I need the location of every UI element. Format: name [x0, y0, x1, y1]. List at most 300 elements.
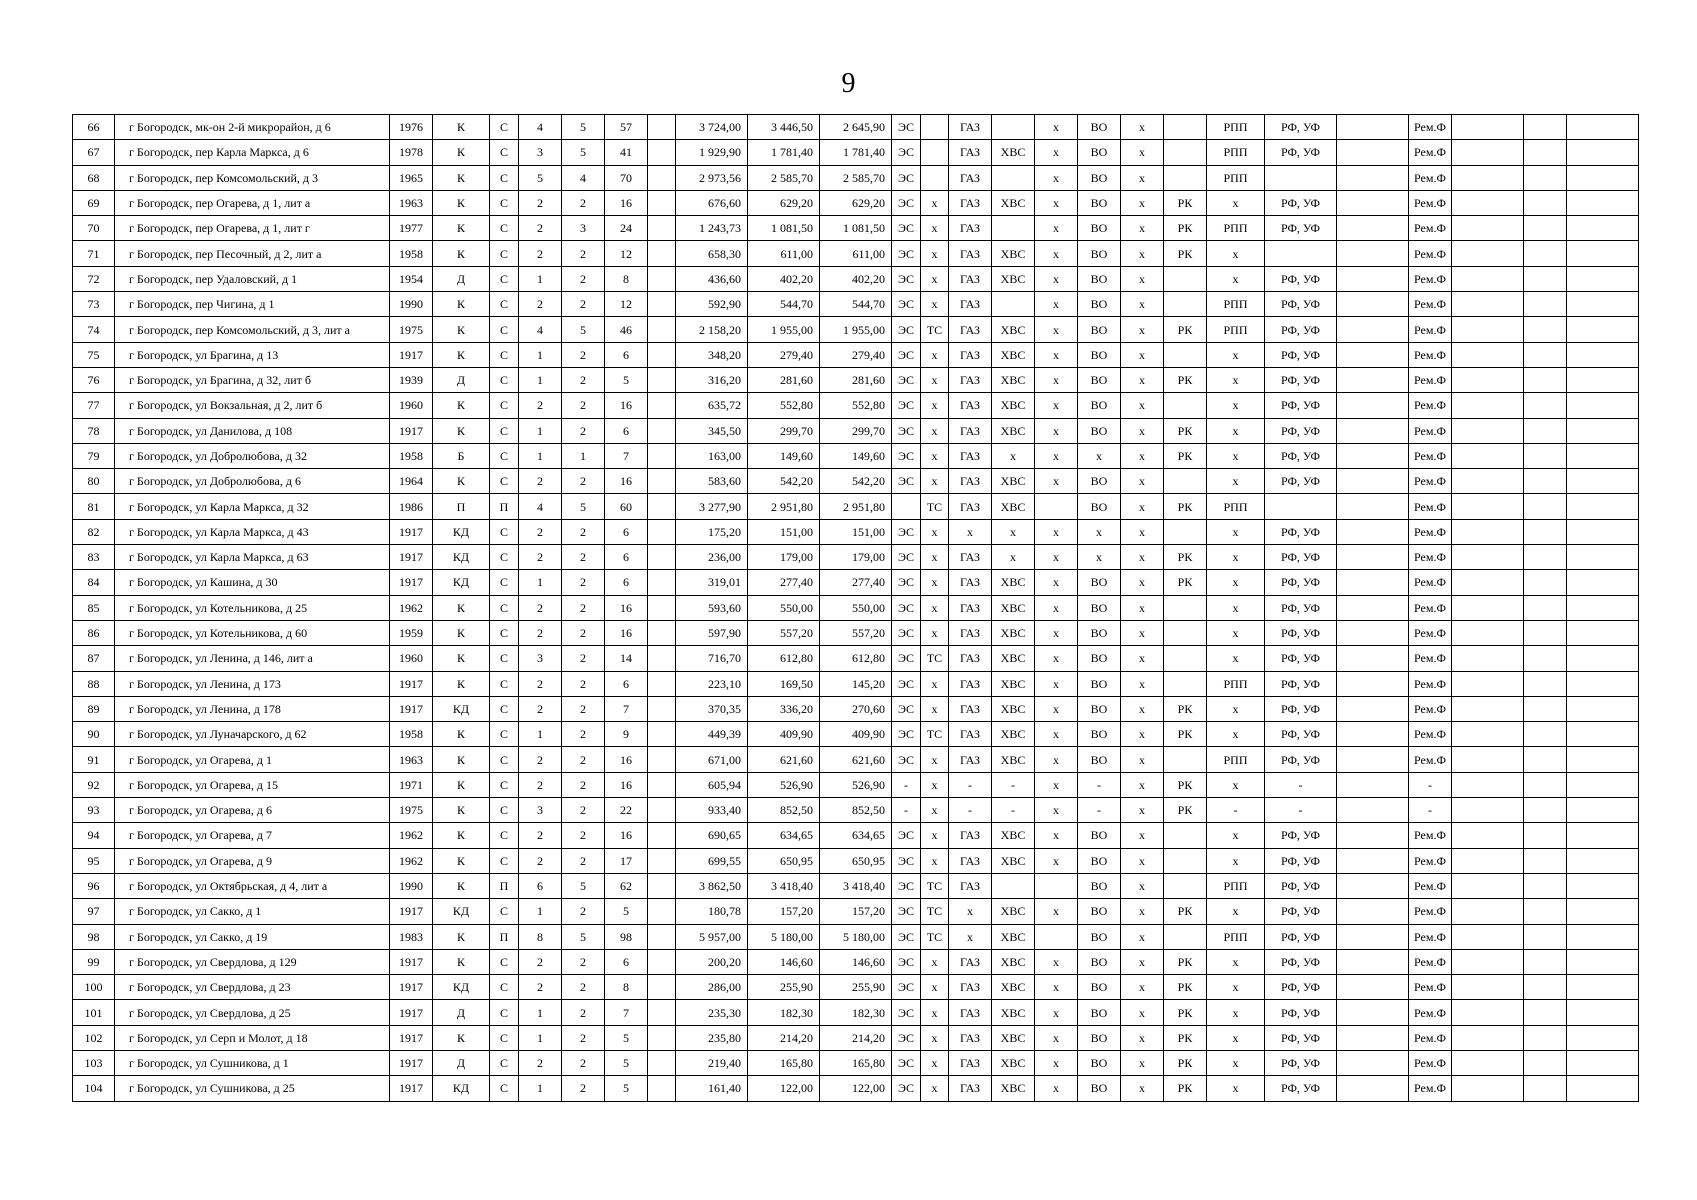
table-cell: х [921, 823, 949, 848]
table-cell: С [490, 519, 519, 544]
table-cell: К [433, 823, 490, 848]
table-cell: КД [433, 696, 490, 721]
table-row [73, 1076, 1639, 1101]
table-cell: С [490, 975, 519, 1000]
table-cell: ЭС [892, 216, 921, 241]
address-cell: г Богородск, ул Брагина, д 32, лит б [115, 367, 390, 392]
table-cell [1337, 367, 1409, 392]
table-row [73, 823, 1639, 848]
table-cell: К [433, 115, 490, 140]
table-cell [648, 292, 676, 317]
table-cell: 151,00 [748, 519, 820, 544]
table-cell: х [921, 393, 949, 418]
table-cell: ЭС [892, 1025, 921, 1050]
table-cell: х [921, 342, 949, 367]
table-cell: х [921, 367, 949, 392]
table-cell: 1917 [390, 1076, 433, 1101]
table-cell: х [1035, 975, 1078, 1000]
table-cell: х [1121, 671, 1164, 696]
table-cell: РК [1164, 1025, 1207, 1050]
table-cell [1337, 798, 1409, 823]
table-cell: 2 645,90 [820, 115, 892, 140]
table-cell: 96 [73, 873, 115, 898]
table-cell [648, 949, 676, 974]
table-cell: х [1121, 722, 1164, 747]
table-cell [1164, 342, 1207, 367]
table-cell: ТС [921, 646, 949, 671]
table-cell [1164, 595, 1207, 620]
table-cell: 1958 [390, 241, 433, 266]
table-row [73, 1000, 1639, 1025]
table-cell [648, 190, 676, 215]
table-cell: х [921, 469, 949, 494]
table-cell: КД [433, 1076, 490, 1101]
table-cell [1567, 418, 1639, 443]
table-cell: х [921, 292, 949, 317]
table-cell: РК [1164, 722, 1207, 747]
table-cell [648, 1000, 676, 1025]
table-cell: С [490, 545, 519, 570]
table-cell [1164, 671, 1207, 696]
table-cell: 699,55 [676, 848, 748, 873]
table-cell: ЭС [892, 595, 921, 620]
table-cell [1524, 722, 1567, 747]
table-row [73, 241, 1639, 266]
table-cell: х [1035, 216, 1078, 241]
table-cell: 1917 [390, 519, 433, 544]
table-cell: Рем.Ф [1409, 469, 1452, 494]
table-cell: 1964 [390, 469, 433, 494]
table-cell: 88 [73, 671, 115, 696]
table-cell: 122,00 [748, 1076, 820, 1101]
table-cell: 2 [519, 595, 562, 620]
table-cell [1452, 646, 1524, 671]
table-cell: 2 [562, 975, 605, 1000]
table-row [73, 747, 1639, 772]
table-cell: Рем.Ф [1409, 165, 1452, 190]
table-cell [1567, 924, 1639, 949]
table-cell: 2 [562, 772, 605, 797]
table-cell: РК [1164, 418, 1207, 443]
table-cell: х [1207, 772, 1265, 797]
table-cell [1164, 165, 1207, 190]
table-cell: х [921, 671, 949, 696]
table-cell: ГАЗ [949, 241, 992, 266]
table-cell: х [1121, 570, 1164, 595]
table-cell [1337, 899, 1409, 924]
table-cell: 1 955,00 [748, 317, 820, 342]
table-cell: 179,00 [820, 545, 892, 570]
table-cell: - [992, 798, 1035, 823]
table-cell: 2 [562, 1076, 605, 1101]
table-cell: - [949, 772, 992, 797]
table-cell: ВО [1078, 570, 1121, 595]
table-cell: х [1207, 469, 1265, 494]
table-cell [1567, 1076, 1639, 1101]
table-cell: РПП [1207, 292, 1265, 317]
table-cell [648, 342, 676, 367]
table-cell: С [490, 1076, 519, 1101]
table-cell [1337, 469, 1409, 494]
table-cell: РК [1164, 772, 1207, 797]
table-cell: 1 [519, 570, 562, 595]
table-cell: 163,00 [676, 443, 748, 468]
table-cell: 149,60 [820, 443, 892, 468]
table-cell: РФ, УФ [1265, 317, 1337, 342]
table-cell: ВО [1078, 190, 1121, 215]
table-cell: 1 [519, 1000, 562, 1025]
table-cell: ТС [921, 873, 949, 898]
table-cell: 552,80 [820, 393, 892, 418]
table-cell: Рем.Ф [1409, 595, 1452, 620]
address-cell: г Богородск, ул Свердлова, д 25 [115, 1000, 390, 1025]
table-cell: РК [1164, 1076, 1207, 1101]
table-cell: РФ, УФ [1265, 620, 1337, 645]
table-cell: К [433, 241, 490, 266]
table-cell: 2 [562, 747, 605, 772]
table-cell: РФ, УФ [1265, 570, 1337, 595]
table-cell: ХВС [992, 241, 1035, 266]
table-cell: РФ, УФ [1265, 1000, 1337, 1025]
table-cell [648, 266, 676, 291]
table-cell: ХВС [992, 570, 1035, 595]
table-row [73, 317, 1639, 342]
table-cell: Б [433, 443, 490, 468]
table-cell: 621,60 [820, 747, 892, 772]
table-cell: ХВС [992, 949, 1035, 974]
table-cell: ТС [921, 317, 949, 342]
table-cell: 6 [605, 570, 648, 595]
table-cell: ВО [1078, 216, 1121, 241]
table-cell: 67 [73, 140, 115, 165]
table-cell: С [490, 241, 519, 266]
table-cell: РК [1164, 798, 1207, 823]
address-cell: г Богородск, ул Огарева, д 15 [115, 772, 390, 797]
table-cell: РФ, УФ [1265, 190, 1337, 215]
table-cell: 1963 [390, 747, 433, 772]
table-cell [1164, 519, 1207, 544]
table-cell: х [1035, 1025, 1078, 1050]
table-cell: х [1121, 798, 1164, 823]
table-row [73, 620, 1639, 645]
table-cell: 69 [73, 190, 115, 215]
table-cell [648, 798, 676, 823]
table-cell [1567, 1050, 1639, 1075]
table-cell [1567, 1000, 1639, 1025]
table-cell: РФ, УФ [1265, 367, 1337, 392]
table-cell: х [949, 899, 992, 924]
table-cell: 1960 [390, 393, 433, 418]
table-cell [648, 873, 676, 898]
table-cell: 5 [562, 115, 605, 140]
table-cell: 104 [73, 1076, 115, 1101]
table-cell: 5 [562, 140, 605, 165]
table-cell: 2 [519, 469, 562, 494]
table-cell [1452, 494, 1524, 519]
table-cell [1452, 1000, 1524, 1025]
table-cell: 5 [605, 899, 648, 924]
table-cell: 79 [73, 443, 115, 468]
table-row [73, 140, 1639, 165]
table-cell [992, 292, 1035, 317]
table-cell: К [433, 722, 490, 747]
table-cell [1164, 292, 1207, 317]
table-cell: 299,70 [820, 418, 892, 443]
table-cell: С [490, 317, 519, 342]
table-cell: ГАЗ [949, 1025, 992, 1050]
table-cell: 62 [605, 873, 648, 898]
table-cell: С [490, 1000, 519, 1025]
table-cell: 2 [562, 1000, 605, 1025]
address-cell: г Богородск, ул Огарева, д 7 [115, 823, 390, 848]
table-cell: х [1121, 924, 1164, 949]
table-cell: Рем.Ф [1409, 1025, 1452, 1050]
table-cell: ГАЗ [949, 216, 992, 241]
table-cell: 86 [73, 620, 115, 645]
address-cell: г Богородск, ул Ленина, д 178 [115, 696, 390, 721]
table-cell: 2 [519, 975, 562, 1000]
table-cell: ГАЗ [949, 342, 992, 367]
table-cell: ВО [1078, 747, 1121, 772]
table-cell: 1 081,50 [748, 216, 820, 241]
table-cell: 83 [73, 545, 115, 570]
address-cell: г Богородск, ул Сакко, д 19 [115, 924, 390, 949]
table-cell: 449,39 [676, 722, 748, 747]
table-cell [1567, 190, 1639, 215]
table-row [73, 342, 1639, 367]
table-cell [1337, 595, 1409, 620]
table-cell: Рем.Ф [1409, 317, 1452, 342]
table-cell: 236,00 [676, 545, 748, 570]
table-cell [1567, 443, 1639, 468]
table-cell: 22 [605, 798, 648, 823]
table-cell [1524, 798, 1567, 823]
table-cell: 1 [519, 1025, 562, 1050]
table-cell: 16 [605, 393, 648, 418]
table-cell: С [490, 190, 519, 215]
table-cell [1337, 190, 1409, 215]
table-cell: Рем.Ф [1409, 216, 1452, 241]
table-cell: х [1207, 1000, 1265, 1025]
table-cell: ЭС [892, 545, 921, 570]
table-cell [1452, 393, 1524, 418]
table-cell [1524, 241, 1567, 266]
table-cell: х [1121, 367, 1164, 392]
table-cell: РФ, УФ [1265, 393, 1337, 418]
table-cell: Рем.Ф [1409, 367, 1452, 392]
table-cell: С [490, 570, 519, 595]
table-cell: ВО [1078, 342, 1121, 367]
table-row [73, 216, 1639, 241]
table-cell: х [1035, 545, 1078, 570]
table-cell: 3 724,00 [676, 115, 748, 140]
table-cell [1567, 165, 1639, 190]
table-row [73, 443, 1639, 468]
table-cell: 1917 [390, 696, 433, 721]
table-cell [1337, 165, 1409, 190]
table-cell: РФ, УФ [1265, 115, 1337, 140]
table-cell [1567, 899, 1639, 924]
table-cell: ХВС [992, 317, 1035, 342]
table-cell: ГАЗ [949, 545, 992, 570]
table-cell [648, 317, 676, 342]
table-cell [1524, 1076, 1567, 1101]
table-cell [1337, 646, 1409, 671]
address-cell: г Богородск, ул Огарева, д 6 [115, 798, 390, 823]
table-cell: Рем.Ф [1409, 1000, 1452, 1025]
table-cell: ЭС [892, 165, 921, 190]
table-cell [1337, 241, 1409, 266]
table-cell: 41 [605, 140, 648, 165]
table-cell: 179,00 [748, 545, 820, 570]
table-cell: х [1121, 1025, 1164, 1050]
table-cell: 1917 [390, 899, 433, 924]
table-cell: 2 [562, 823, 605, 848]
table-cell: х [1035, 443, 1078, 468]
table-cell [1452, 747, 1524, 772]
table-cell: 658,30 [676, 241, 748, 266]
table-cell: ЭС [892, 190, 921, 215]
table-cell [648, 1076, 676, 1101]
table-cell: 60 [605, 494, 648, 519]
table-cell: 2 [562, 469, 605, 494]
table-cell: Рем.Ф [1409, 671, 1452, 696]
table-cell: 5 [562, 317, 605, 342]
table-cell: 214,20 [748, 1025, 820, 1050]
table-cell: х [1078, 519, 1121, 544]
table-cell [1567, 216, 1639, 241]
table-cell: Рем.Ф [1409, 140, 1452, 165]
table-cell [648, 393, 676, 418]
table-cell [1524, 949, 1567, 974]
table-cell: 1960 [390, 646, 433, 671]
table-cell [1164, 848, 1207, 873]
table-cell: х [1207, 443, 1265, 468]
table-cell: ВО [1078, 595, 1121, 620]
table-cell: 270,60 [820, 696, 892, 721]
table-cell: ГАЗ [949, 1050, 992, 1075]
table-cell: 235,80 [676, 1025, 748, 1050]
table-cell [648, 519, 676, 544]
table-cell [1337, 545, 1409, 570]
address-cell: г Богородск, ул Карла Маркса, д 32 [115, 494, 390, 519]
table-cell: 1917 [390, 342, 433, 367]
table-cell: РПП [1207, 165, 1265, 190]
table-cell: 98 [605, 924, 648, 949]
address-cell: г Богородск, ул Огарева, д 9 [115, 848, 390, 873]
table-cell [1337, 1076, 1409, 1101]
address-cell: г Богородск, ул Котельникова, д 60 [115, 620, 390, 645]
table-cell [1567, 317, 1639, 342]
table-cell [1337, 823, 1409, 848]
table-cell: х [1207, 393, 1265, 418]
table-cell: ГАЗ [949, 367, 992, 392]
table-cell: 1976 [390, 115, 433, 140]
table-cell: ХВС [992, 1025, 1035, 1050]
table-cell [648, 216, 676, 241]
table-cell: 550,00 [748, 595, 820, 620]
table-cell: Рем.Ф [1409, 292, 1452, 317]
table-cell: 2 [562, 545, 605, 570]
table-cell [1524, 848, 1567, 873]
table-cell: ВО [1078, 494, 1121, 519]
table-cell: 235,30 [676, 1000, 748, 1025]
table-cell: ЭС [892, 393, 921, 418]
table-cell: С [490, 165, 519, 190]
table-cell: 557,20 [820, 620, 892, 645]
table-row [73, 367, 1639, 392]
table-cell: 1958 [390, 722, 433, 747]
table-cell: ХВС [992, 747, 1035, 772]
address-cell: г Богородск, пер Песочный, д 2, лит а [115, 241, 390, 266]
table-cell: 2 [519, 519, 562, 544]
table-cell: 1959 [390, 620, 433, 645]
table-cell: ТС [921, 722, 949, 747]
table-cell: Рем.Ф [1409, 342, 1452, 367]
table-cell: 2 [519, 393, 562, 418]
table-cell: РФ, УФ [1265, 848, 1337, 873]
table-cell: х [1035, 469, 1078, 494]
table-cell: 182,30 [820, 1000, 892, 1025]
table-cell: 2 585,70 [820, 165, 892, 190]
table-cell: ХВС [992, 367, 1035, 392]
table-cell: 12 [605, 292, 648, 317]
table-cell: ГАЗ [949, 848, 992, 873]
table-cell: РФ, УФ [1265, 418, 1337, 443]
table-row [73, 722, 1639, 747]
table-cell: 161,40 [676, 1076, 748, 1101]
table-row [73, 519, 1639, 544]
table-cell [921, 165, 949, 190]
table-cell: 151,00 [820, 519, 892, 544]
table-cell: х [921, 772, 949, 797]
table-cell: х [1035, 418, 1078, 443]
table-cell [1452, 317, 1524, 342]
address-cell: г Богородск, ул Свердлова, д 129 [115, 949, 390, 974]
table-cell: - [892, 798, 921, 823]
table-cell: 1 [519, 899, 562, 924]
table-cell: РПП [1207, 317, 1265, 342]
table-cell: С [490, 469, 519, 494]
table-cell: 6 [605, 342, 648, 367]
table-cell: ВО [1078, 671, 1121, 696]
table-cell: 277,40 [820, 570, 892, 595]
table-cell: х [921, 1050, 949, 1075]
table-cell [1567, 949, 1639, 974]
table-cell: К [433, 798, 490, 823]
table-cell: х [1035, 1050, 1078, 1075]
table-cell: 299,70 [748, 418, 820, 443]
table-cell: 2 [562, 292, 605, 317]
table-cell [1337, 1025, 1409, 1050]
table-cell: х [1035, 367, 1078, 392]
table-cell: 2 [519, 1050, 562, 1075]
table-cell: 716,70 [676, 646, 748, 671]
table-cell [1164, 140, 1207, 165]
table-cell [1524, 140, 1567, 165]
table-cell [1164, 620, 1207, 645]
table-cell: 200,20 [676, 949, 748, 974]
table-cell: Рем.Ф [1409, 190, 1452, 215]
table-cell: Д [433, 1050, 490, 1075]
table-cell: х [1121, 696, 1164, 721]
table-cell: 1962 [390, 848, 433, 873]
table-row [73, 696, 1639, 721]
table-cell: 70 [605, 165, 648, 190]
table-cell: К [433, 949, 490, 974]
table-cell: РПП [1207, 115, 1265, 140]
table-cell [648, 545, 676, 570]
